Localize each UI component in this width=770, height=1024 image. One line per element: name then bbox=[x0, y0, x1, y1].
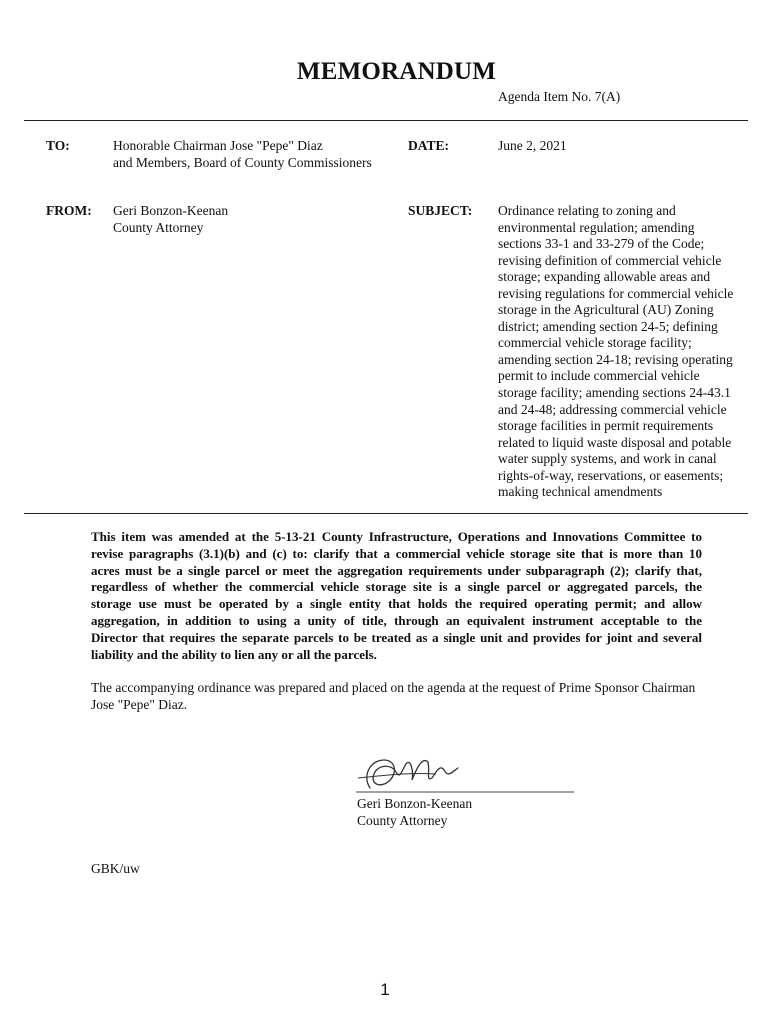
subject-line: storage; expanding allowable areas and bbox=[498, 269, 711, 285]
subject-line: permit to include commercial vehicle bbox=[498, 368, 700, 384]
amendment-line: aggregation, in addition to using a unity of title, through an equivalent instrument acceptable to the bbox=[91, 612, 702, 628]
from-line-2: County Attorney bbox=[113, 220, 204, 235]
subject-label: SUBJECT: bbox=[408, 203, 473, 218]
amendment-line: regardless of whether the commercial vehicle storage site is a single parcel or aggregated parcels, the bbox=[91, 579, 702, 595]
amendment-line: revise paragraphs (3.1)(b) and (c) to: clarify that a commercial vehicle storage site that is more than 10 bbox=[91, 545, 702, 561]
subject-line: storage facilities in permit requirements bbox=[498, 418, 714, 434]
subject-line: and 24-48; addressing commercial vehicle bbox=[498, 401, 727, 417]
handwritten-signature bbox=[340, 748, 580, 798]
from-label: FROM: bbox=[46, 203, 92, 218]
accompanying-line: Jose "Pepe" Diaz. bbox=[91, 697, 188, 712]
amendment-line: liability and the ability to lien any or all the parcels. bbox=[91, 646, 377, 662]
typist-initials: GBK/uw bbox=[91, 861, 140, 876]
subject-line: rights-of-way, reservations, or easements; bbox=[498, 467, 724, 483]
date-value: June 2, 2021 bbox=[498, 138, 567, 153]
subject-line: sections 33-1 and 33-279 of the Code; bbox=[498, 236, 705, 252]
subject-line: environmental regulation; amending bbox=[498, 219, 695, 235]
date-label: DATE: bbox=[408, 138, 450, 153]
amendment-line: This item was amended at the 5-13-21 County Infrastructure, Operations and Innovations Committee to bbox=[91, 529, 702, 544]
signatory-title: County Attorney bbox=[357, 813, 448, 828]
subject-line: commercial vehicle storage facility; bbox=[498, 335, 692, 351]
subject-line: Ordinance relating to zoning and bbox=[498, 203, 676, 218]
subject-line: storage facility; amending sections 24-43.1 bbox=[498, 385, 731, 401]
header-bottom-rule bbox=[24, 513, 748, 514]
subject-line: amending section 24-18; revising operating bbox=[498, 351, 733, 367]
amendment-line: Director that requires the separate parcels to be treated as a single unit and provides for joint and several bbox=[91, 629, 702, 645]
to-line-1: Honorable Chairman Jose "Pepe" Diaz bbox=[113, 138, 323, 153]
subject-line: water supply systems, and work in canal bbox=[498, 451, 717, 467]
to-line-2: and Members, Board of County Commissioners bbox=[113, 155, 372, 170]
accompanying-line: The accompanying ordinance was prepared and placed on the agenda at the request of Prime Sponsor Chairman bbox=[91, 680, 696, 695]
from-line-1: Geri Bonzon-Keenan bbox=[113, 203, 229, 218]
subject-line: revising definition of commercial vehicle bbox=[498, 252, 722, 268]
to-label: TO: bbox=[46, 138, 70, 153]
accompanying-paragraph bbox=[91, 679, 711, 713]
memo-title: MEMORANDUM bbox=[296, 58, 497, 85]
amendment-paragraph bbox=[91, 529, 702, 663]
subject-text bbox=[498, 203, 748, 501]
subject-line: revising regulations for commercial vehicle bbox=[498, 285, 734, 301]
subject-line: making technical amendments bbox=[498, 484, 663, 500]
subject-line: related to liquid waste disposal and potable bbox=[498, 434, 732, 450]
subject-line: storage in the Agricultural (AU) Zoning bbox=[498, 302, 714, 318]
subject-line: district; amending section 24-5; defining bbox=[498, 318, 718, 334]
agenda-item-number: Agenda Item No. 7(A) bbox=[498, 89, 621, 104]
header-top-rule bbox=[24, 120, 748, 121]
signatory-name: Geri Bonzon-Keenan bbox=[357, 796, 473, 811]
amendment-line: acres must be a single parcel or meet the aggregation requirements under subparagraph (2); clarify that, bbox=[91, 562, 702, 578]
page-number: 1 bbox=[380, 980, 390, 999]
amendment-line: storage use must be operated by a single entity that holds the required operating permit; and allow bbox=[91, 596, 702, 612]
